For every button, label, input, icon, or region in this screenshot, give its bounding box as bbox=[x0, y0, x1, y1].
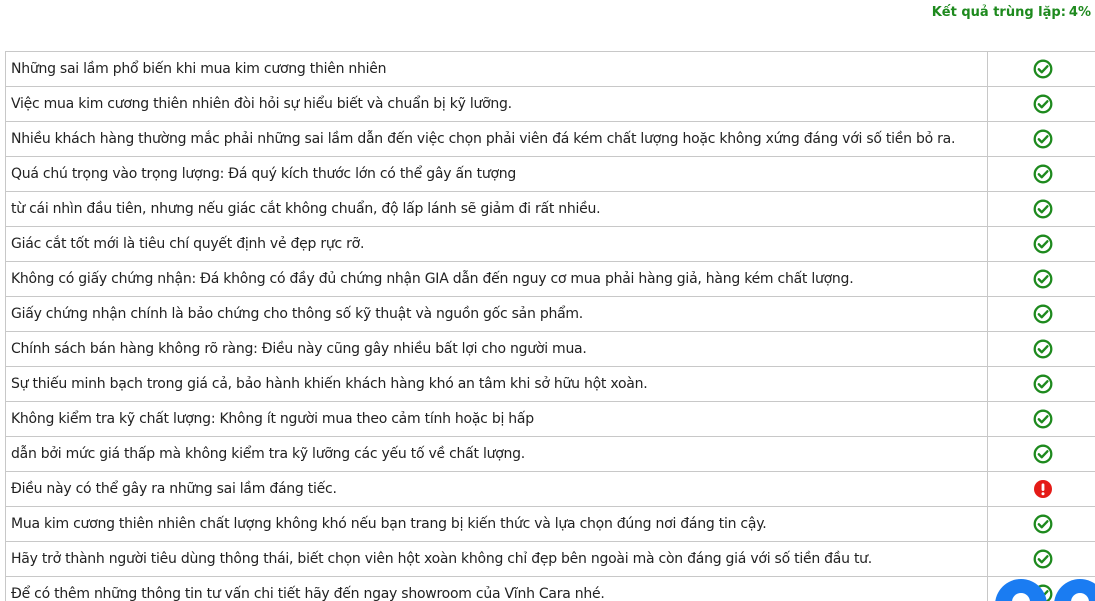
sentence-text: Để có thêm những thông tin tư vấn chi tiết hãy đến ngay showroom của Vĩnh Cara nhé. bbox=[6, 577, 988, 601]
table-row bbox=[6, 332, 1095, 367]
status-cell bbox=[988, 402, 1095, 437]
check-circle-icon bbox=[1033, 409, 1053, 429]
sentence-text: Những sai lầm phổ biến khi mua kim cương thiên nhiên bbox=[6, 52, 988, 87]
chat-icon bbox=[1012, 593, 1030, 601]
sentence-text: Quá chú trọng vào trọng lượng: Đá quý kích thước lớn có thể gây ấn tượng bbox=[6, 157, 988, 192]
sentence-text: Mua kim cương thiên nhiên chất lượng không khó nếu bạn trang bị kiến thức và lựa chọn đúng nơi đáng tin cậy. bbox=[6, 507, 988, 542]
table-row bbox=[6, 157, 1095, 192]
check-circle-icon bbox=[1033, 199, 1053, 219]
sentence-text: từ cái nhìn đầu tiên, nhưng nếu giác cắt không chuẩn, độ lấp lánh sẽ giảm đi rất nhiều. bbox=[6, 192, 988, 227]
status-cell bbox=[988, 227, 1095, 262]
check-circle-icon bbox=[1033, 129, 1053, 149]
duplicate-result-label: Kết quả trùng lặp: bbox=[931, 5, 1066, 20]
sentence-text: Điều này có thể gây ra những sai lầm đáng tiếc. bbox=[6, 472, 988, 507]
status-cell bbox=[988, 437, 1095, 472]
table-row bbox=[6, 122, 1095, 157]
sentence-text: Không có giấy chứng nhận: Đá không có đầy đủ chứng nhận GIA dẫn đến nguy cơ mua phải hàng giả, hàng kém chất lượng. bbox=[6, 262, 988, 297]
check-circle-icon bbox=[1033, 549, 1053, 569]
check-circle-icon bbox=[1033, 59, 1053, 79]
phone-icon bbox=[1071, 593, 1089, 601]
sentence-text: Sự thiếu minh bạch trong giá cả, bảo hành khiến khách hàng khó an tâm khi sở hữu hột xoàn. bbox=[6, 367, 988, 402]
check-circle-icon bbox=[1033, 444, 1053, 464]
sentence-text: Không kiểm tra kỹ chất lượng: Không ít người mua theo cảm tính hoặc bị hấp bbox=[6, 402, 988, 437]
table-row bbox=[6, 542, 1095, 577]
table-row bbox=[6, 192, 1095, 227]
status-cell bbox=[988, 122, 1095, 157]
status-cell bbox=[988, 87, 1095, 122]
check-circle-icon bbox=[1033, 269, 1053, 289]
status-cell bbox=[988, 192, 1095, 227]
check-circle-icon bbox=[1033, 94, 1053, 114]
table-row bbox=[6, 437, 1095, 472]
check-circle-icon bbox=[1033, 374, 1053, 394]
status-cell bbox=[988, 52, 1095, 87]
check-circle-icon bbox=[1033, 234, 1053, 254]
sentence-check-table-body bbox=[6, 52, 1095, 601]
status-cell bbox=[988, 472, 1095, 507]
status-cell bbox=[988, 507, 1095, 542]
table-row bbox=[6, 227, 1095, 262]
check-circle-icon bbox=[1033, 339, 1053, 359]
status-cell bbox=[988, 332, 1095, 367]
status-cell bbox=[988, 262, 1095, 297]
sentence-text: dẫn bởi mức giá thấp mà không kiểm tra kỹ lưỡng các yếu tố về chất lượng. bbox=[6, 437, 988, 472]
sentence-text: Nhiều khách hàng thường mắc phải những sai lầm dẫn đến việc chọn phải viên đá kém chất lượng hoặc không xứng đáng với số tiền bỏ ra. bbox=[6, 122, 988, 157]
sentence-text: Giác cắt tốt mới là tiêu chí quyết định vẻ đẹp rực rỡ. bbox=[6, 227, 988, 262]
status-cell bbox=[988, 157, 1095, 192]
sentence-check-table bbox=[5, 51, 1095, 601]
table-row bbox=[6, 367, 1095, 402]
sentence-text: Hãy trở thành người tiêu dùng thông thái, biết chọn viên hột xoàn không chỉ đẹp bên ngoài mà còn đáng giá với số tiền đầu tư. bbox=[6, 542, 988, 577]
table-row bbox=[6, 297, 1095, 332]
check-circle-icon bbox=[1033, 514, 1053, 534]
status-cell bbox=[988, 297, 1095, 332]
table-row bbox=[6, 472, 1095, 507]
table-row bbox=[6, 507, 1095, 542]
table-row bbox=[6, 402, 1095, 437]
check-circle-icon bbox=[1033, 304, 1053, 324]
duplicate-result-summary bbox=[932, 5, 1091, 20]
table-row bbox=[6, 577, 1095, 601]
sentence-text: Giấy chứng nhận chính là bảo chứng cho thông số kỹ thuật và nguồn gốc sản phẩm. bbox=[6, 297, 988, 332]
sentence-text: Chính sách bán hàng không rõ ràng: Điều này cũng gây nhiều bất lợi cho người mua. bbox=[6, 332, 988, 367]
status-cell bbox=[988, 542, 1095, 577]
sentence-text: Việc mua kim cương thiên nhiên đòi hỏi sự hiểu biết và chuẩn bị kỹ lưỡng. bbox=[6, 87, 988, 122]
duplicate-result-value: 4% bbox=[1068, 5, 1091, 20]
table-row bbox=[6, 262, 1095, 297]
table-row bbox=[6, 52, 1095, 87]
status-cell bbox=[988, 367, 1095, 402]
table-row bbox=[6, 87, 1095, 122]
check-circle-icon bbox=[1033, 164, 1053, 184]
exclamation-circle-icon bbox=[1033, 479, 1053, 499]
